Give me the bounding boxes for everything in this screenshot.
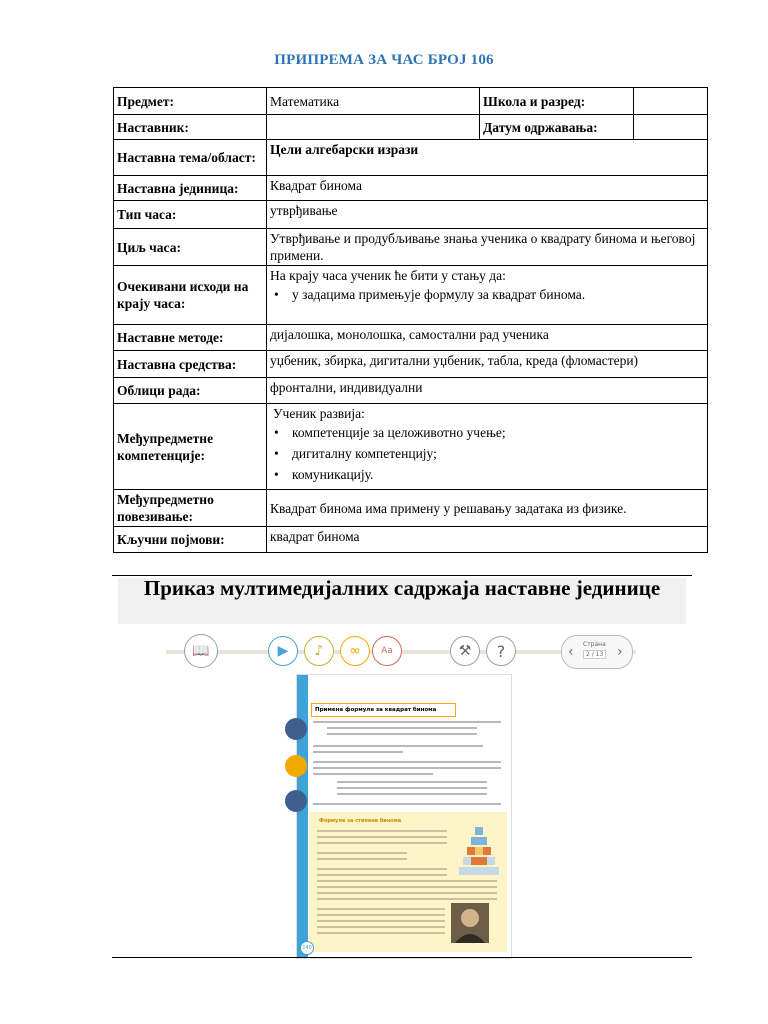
links-value: Квадрат бинома има примену у решавању задатака из физике. — [267, 490, 708, 527]
text-line — [317, 892, 497, 894]
topic-label: Наставна тема/област: — [114, 140, 267, 176]
book-icon[interactable]: 📖 — [184, 634, 218, 668]
text-line — [317, 908, 445, 910]
competences-label: Међупредметне компетенције: — [114, 404, 267, 490]
table-row — [114, 88, 708, 115]
text-line — [313, 761, 501, 763]
table-row — [114, 201, 708, 229]
page-title: ПРИПРЕМА ЗА ЧАС БРОЈ 106 — [274, 52, 494, 68]
methods-label: Наставне методе: — [114, 325, 267, 351]
text-line — [317, 932, 445, 934]
lesson-plan-table — [113, 87, 708, 553]
list-item: • у задацима примењује формулу за квадрат бинома. — [292, 284, 704, 305]
date-label: Датум одржавања: — [480, 115, 634, 140]
text-line — [313, 745, 483, 747]
portrait-icon — [451, 903, 489, 943]
outcomes-cell — [267, 266, 708, 325]
text-line — [313, 767, 501, 769]
chevron-right-icon[interactable]: › — [617, 644, 623, 660]
links-label: Међупредметно повезивање: — [114, 490, 267, 527]
tools-label: Наставна средства: — [114, 351, 267, 378]
text-line — [317, 836, 447, 838]
goal-label: Циљ часа: — [114, 229, 267, 266]
topic-value: Цели алгебарски изрази — [267, 140, 708, 176]
chevron-left-icon[interactable]: ‹ — [568, 644, 574, 660]
page-control[interactable] — [561, 635, 633, 669]
competences-cell — [267, 404, 708, 490]
tools-value: уџбеник, збирка, дигитални уџбеник, табла, креда (фломастери) — [267, 351, 708, 378]
edit-icon[interactable] — [285, 790, 307, 812]
table-row — [114, 229, 708, 266]
text-line — [317, 886, 497, 888]
unit-label: Наставна јединица: — [114, 176, 267, 201]
text-line — [327, 733, 477, 735]
help-icon[interactable]: ? — [486, 636, 516, 666]
table-row — [114, 266, 708, 325]
school-value — [634, 88, 708, 115]
book-header: Примена формуле за квадрат бинома — [311, 703, 456, 717]
page-indicator[interactable]: 2 / 13 — [583, 650, 606, 659]
text-line — [313, 803, 501, 805]
unit-value: Квадрат бинома — [267, 176, 708, 201]
teacher-label: Наставник: — [114, 115, 267, 140]
outcomes-list — [270, 284, 704, 305]
text-line — [337, 781, 487, 783]
text-line — [317, 874, 447, 876]
teacher-value — [267, 115, 480, 140]
type-label: Тип часа: — [114, 201, 267, 229]
date-value — [634, 115, 708, 140]
formula-box-title: Формуле за степене бинома — [319, 818, 402, 824]
text-line — [317, 920, 445, 922]
text-line — [337, 787, 487, 789]
table-row — [114, 176, 708, 201]
list-item: • дигиталну компетенцију; — [292, 443, 704, 464]
link-icon[interactable]: ∞ — [340, 636, 370, 666]
table-row — [114, 527, 708, 553]
play-icon[interactable]: ▶ — [268, 636, 298, 666]
keywords-value: квадрат бинома — [267, 527, 708, 553]
outcomes-label: Очекивани исходи на крају часа: — [114, 266, 267, 325]
page-label: Страна — [583, 641, 606, 648]
page-number: 140 — [300, 941, 314, 955]
list-item: • комуникацију. — [292, 464, 704, 485]
subject-value: Математика — [267, 88, 480, 115]
keywords-label: Кључни појмови: — [114, 527, 267, 553]
goal-value: Утврђивање и продубљивање знања ученика о квадрату бинома и његовој примени. — [267, 229, 708, 266]
forms-value: фронтални, индивидуални — [267, 378, 708, 404]
outcomes-intro: На крају часа ученик ће бити у стању да: — [270, 268, 506, 283]
tools-icon[interactable]: ⚒ — [450, 636, 480, 666]
pascal-triangle-image — [457, 825, 501, 883]
table-row — [114, 325, 708, 351]
competences-intro: Ученик развија: — [273, 406, 365, 421]
competences-list — [270, 422, 704, 485]
table-row — [114, 490, 708, 527]
text-line — [317, 852, 407, 854]
list-item: • компетенције за целоживотно учење; — [292, 422, 704, 443]
link-icon[interactable] — [285, 755, 307, 777]
portrait-image — [451, 903, 489, 943]
text-line — [313, 721, 501, 723]
text-line — [317, 914, 445, 916]
methods-value: дијалошка, монолошка, самостални рад ученика — [267, 325, 708, 351]
table-row — [114, 140, 708, 176]
text-icon[interactable]: Aa — [372, 636, 402, 666]
text-line — [317, 898, 497, 900]
textbook-page — [296, 674, 512, 959]
table-row — [114, 404, 708, 490]
text-line — [317, 830, 447, 832]
section-title: Приказ мултимедијалних садржаја наставне јединице — [143, 576, 661, 600]
table-row — [114, 351, 708, 378]
text-line — [327, 727, 477, 729]
subject-label: Предмет: — [114, 88, 267, 115]
table-row — [114, 115, 708, 140]
edit-icon[interactable] — [285, 718, 307, 740]
school-label: Школа и разред: — [480, 88, 634, 115]
forms-label: Облици рада: — [114, 378, 267, 404]
text-line — [317, 842, 447, 844]
viewer-toolbar — [166, 632, 636, 672]
text-line — [317, 858, 407, 860]
text-line — [317, 868, 447, 870]
divider — [112, 957, 692, 958]
table-row — [114, 378, 708, 404]
text-line — [317, 926, 445, 928]
music-icon[interactable]: ♪ — [304, 636, 334, 666]
text-line — [337, 793, 487, 795]
text-line — [313, 751, 403, 753]
text-line — [313, 773, 433, 775]
type-value: утврђивање — [267, 201, 708, 229]
